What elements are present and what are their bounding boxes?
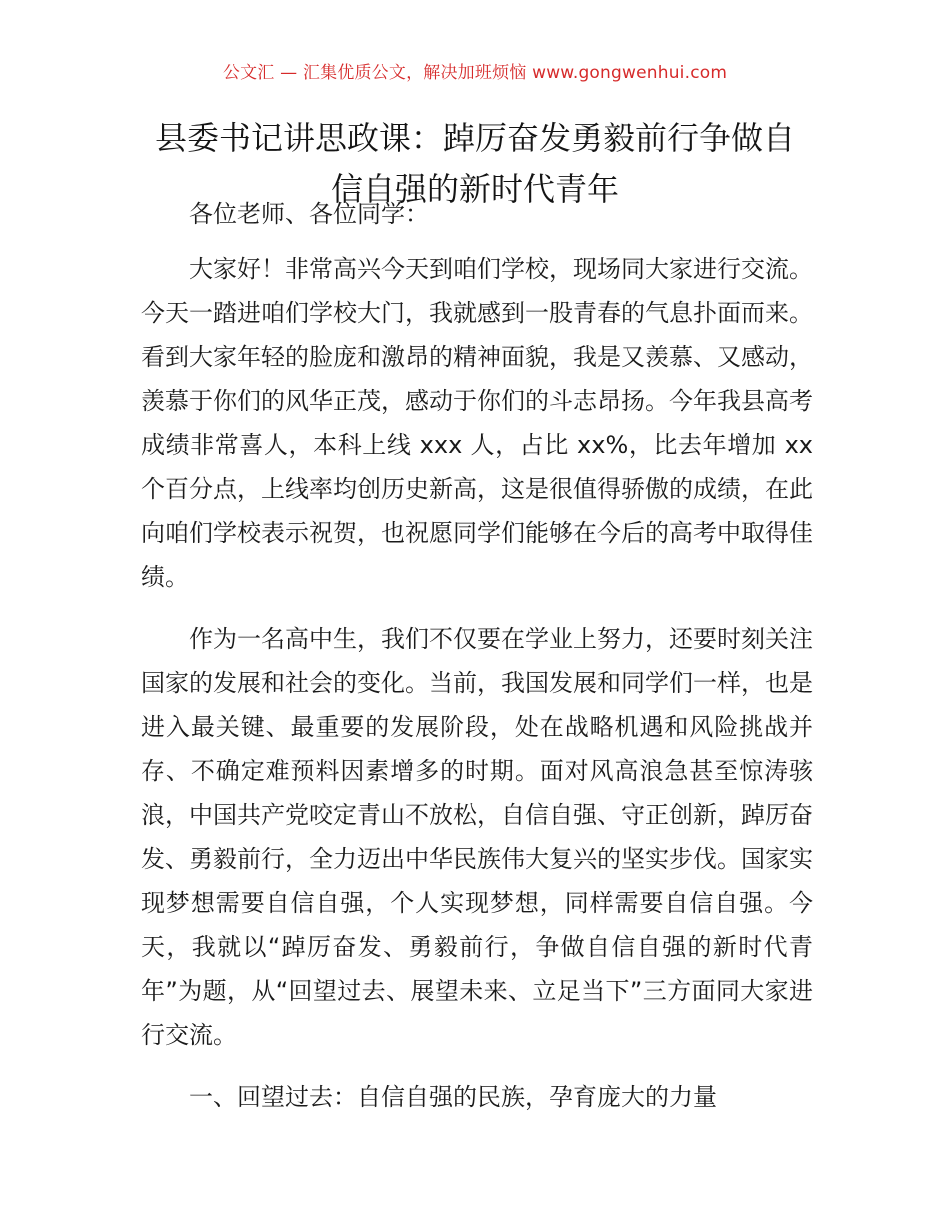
paragraph-intro: 作为一名高中生，我们不仅要在学业上努力，还要时刻关注国家的发展和社会的变化。当前，我国发展和同学们一样，也是进入最关键、最重要的发展阶段，处在战略机遇和风险挑战并存、不确定难预料因素增多的时期。面对风高浪急甚至惊涛骇浪，中国共产党咬定青山不放松，自信自强、守正创新，踔厉奋发、勇毅前行，全力迈出中华民族伟大复兴的坚实步伐。国家实现梦想需要自信自强，个人实现梦想，同样需要自信自强。今天，我就以“踔厉奋发、勇毅前行，争做自信自强的新时代青年”为题，从“回望过去、展望未来、立足当下”三方面同大家进行交流。 xyxy=(141,625,813,1049)
document-title-line-2: 信自强的新时代青年 xyxy=(330,170,619,208)
section-heading: 一、回望过去：自信自强的民族，孕育庞大的力量 xyxy=(189,1083,717,1111)
salutation: 各位老师、各位同学： xyxy=(189,200,429,228)
paragraph-greeting: 大家好！非常高兴今天到咱们学校，现场同大家进行交流。今天一踏进咱们学校大门，我就感到一股青春的气息扑面而来。看到大家年轻的脸庞和激昂的精神面貌，我是又羡慕、又感动，羡慕于你们的风华正茂，感动于你们的斗志昂扬。今年我县高考成绩非常喜人，本科上线 xxx 人，占比 xx%，比去年增加 xx 个百分点，上线率均创历史新高，这是很值得骄傲的成绩，在此向咱们学校表示祝贺，也祝愿同学们能够在今后的高考中取得佳绩。 xyxy=(141,255,813,591)
document-title-line-1: 县委书记讲思政课：踔厉奋发勇毅前行争做自 xyxy=(154,119,795,157)
document-body xyxy=(141,192,813,1119)
site-header-banner: 公文汇 — 汇集优质公文，解决加班烦恼 www.gongwenhui.com xyxy=(222,63,728,83)
